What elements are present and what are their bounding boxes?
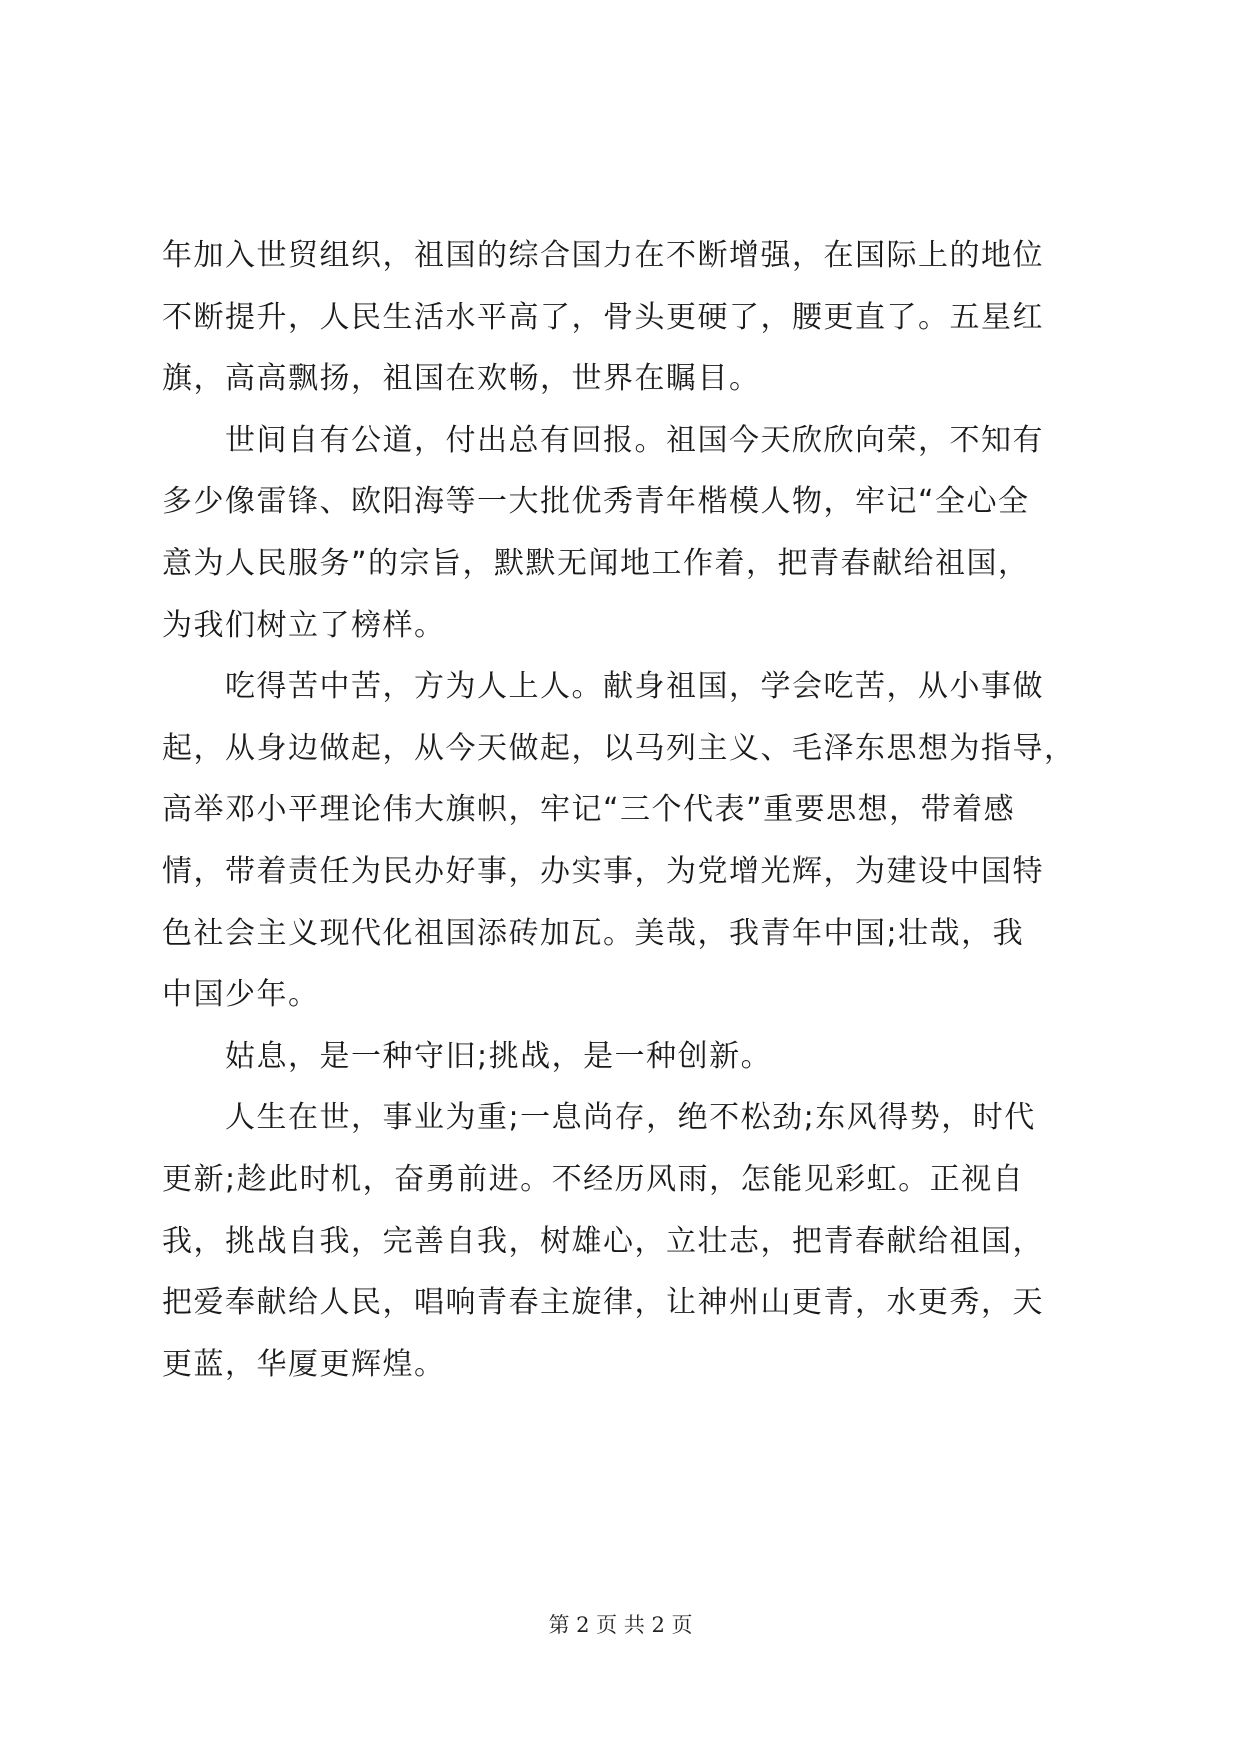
text-line: 意为人民服务”的宗旨，默默无闻地工作着，把青春献给祖国， (162, 545, 1030, 581)
text-line: 年加入世贸组织，祖国的综合国力在不断增强，在国际上的地位 (162, 238, 1044, 273)
text-line: 更新;趁此时机，奋勇前进。不经历风雨，怎能见彩虹。正视自 (162, 1161, 1025, 1197)
paragraph-first-line: 吃得苦中苦，方为人上人。献身祖国，学会吃苦，从小事做 (225, 669, 1044, 705)
text-line: 情，带着责任为民办好事，办实事，为党增光辉，为建设中国特 (162, 853, 1044, 889)
paragraph-first-line: 人生在世，事业为重;一息尚存，绝不松劲;东风得势，时代 (225, 1100, 1036, 1136)
text-line: 更蓝，华厦更辉煌。 (162, 1346, 446, 1382)
text-line: 把爱奉献给人民，唱响青春主旋律，让神州山更青，水更秀，天 (162, 1285, 1044, 1321)
text-line: 起，从身边做起，从今天做起，以马列主义、毛泽东思想为指导， (162, 730, 1076, 766)
paragraph-first-line: 世间自有公道，付出总有回报。祖国今天欣欣向荣，不知有 (225, 422, 1044, 458)
text-line: 色社会主义现代化祖国添砖加瓦。美哉，我青年中国;壮哉，我 (162, 915, 1025, 951)
document-body (162, 225, 1092, 1395)
text-line: 高举邓小平理论伟大旗帜，牢记“三个代表”重要思想，带着感 (162, 792, 1016, 828)
text-line: 不断提升，人民生活水平高了，骨头更硬了，腰更直了。五星红 (162, 299, 1044, 335)
text-line: 我，挑战自我，完善自我，树雄心，立壮志，把青春献给祖国， (162, 1223, 1044, 1259)
page-number-footer: 第 2 页 共 2 页 (548, 1613, 693, 1637)
text-line: 旗，高高飘扬，祖国在欢畅，世界在瞩目。 (162, 361, 761, 397)
text-line: 中国少年。 (162, 977, 320, 1013)
text-line: 为我们树立了榜样。 (162, 607, 446, 643)
paragraph-first-line: 姑息，是一种守旧;挑战，是一种创新。 (225, 1038, 773, 1074)
text-line: 多少像雷锋、欧阳海等一大批优秀青年楷模人物，牢记“全心全 (162, 484, 1030, 520)
